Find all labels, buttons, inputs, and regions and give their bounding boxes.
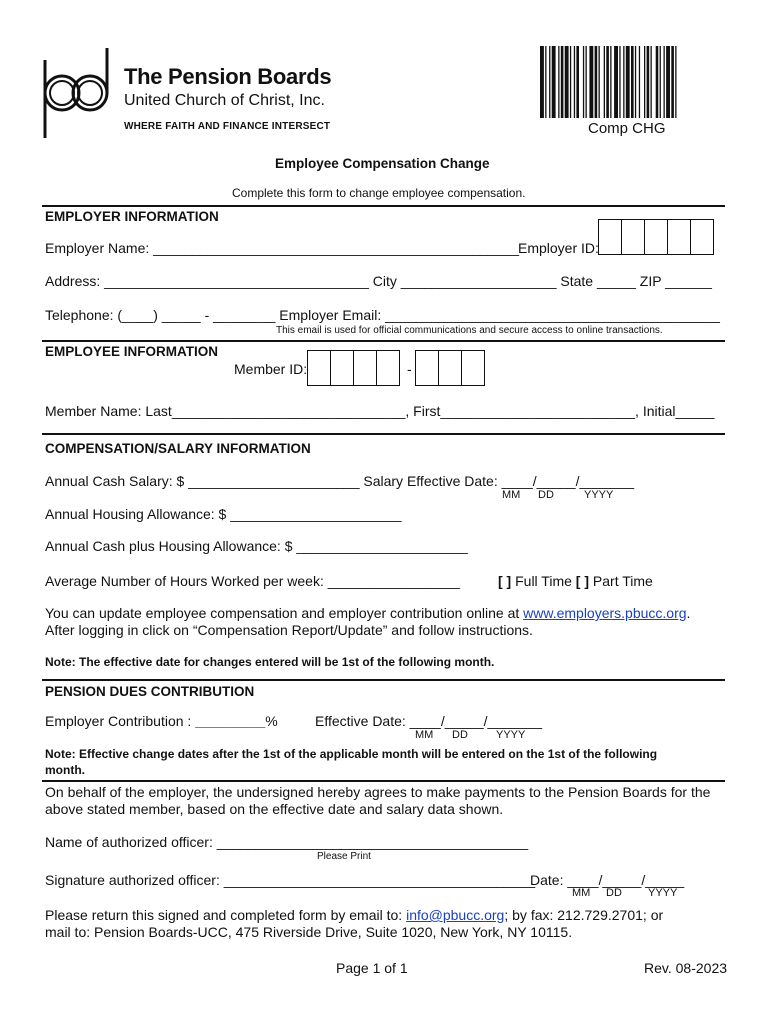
- pension-date-mm: MM: [415, 729, 434, 741]
- date-dd-label: DD: [538, 489, 554, 501]
- return-text-end: ; by fax: 212.729.2701; or: [504, 907, 664, 923]
- member-id-boxes-2[interactable]: [415, 350, 485, 386]
- employer-id-boxes[interactable]: [598, 219, 714, 255]
- logo-tagline: WHERE FAITH AND FINANCE INTERSECT: [124, 121, 331, 132]
- page-subtitle: Complete this form to change employee compensation.: [232, 186, 526, 200]
- email-link[interactable]: info@pbucc.org: [406, 907, 505, 923]
- signature-date-mm: MM: [572, 887, 591, 899]
- cash-plus-housing-field[interactable]: Annual Cash plus Housing Allowance: $ ______________________: [45, 538, 468, 554]
- divider: [42, 780, 725, 782]
- pension-heading: PENSION DUES CONTRIBUTION: [45, 684, 255, 699]
- return-text: Please return this signed and completed form by email to:: [45, 907, 407, 923]
- page-number: Page 1 of 1: [336, 960, 408, 976]
- divider: [42, 433, 725, 435]
- part-time-bracket[interactable]: [ ]: [575, 573, 590, 589]
- pension-note-line1: Note: Effective change dates after the 1st of the applicable month will be entered on the 1st of the following: [45, 747, 658, 761]
- signature-date-dd: DD: [606, 887, 622, 899]
- barcode: [538, 46, 728, 118]
- please-print-label: Please Print: [317, 851, 371, 862]
- officer-name-field[interactable]: Name of authorized officer: ________________________________________: [45, 834, 529, 850]
- barcode-label: Comp CHG: [588, 120, 666, 137]
- member-id-dash: -: [407, 361, 412, 377]
- online-update-text: [45, 605, 690, 621]
- member-name-field[interactable]: Member Name: Last______________________________, First_________________________, Initial_____: [45, 403, 715, 419]
- employer-contribution-field[interactable]: [45, 713, 278, 729]
- contribution-blank[interactable]: _________: [195, 713, 266, 729]
- full-time-label: Full Time: [515, 573, 572, 589]
- employer-name-field[interactable]: Employer Name: _______________________________________________: [45, 240, 520, 256]
- employee-heading: EMPLOYEE INFORMATION: [45, 344, 219, 359]
- online-text: You can update employee compensation and employer contribution online at: [45, 605, 524, 621]
- signature-date-field[interactable]: Date: ____/_____/_____: [530, 872, 685, 888]
- member-id-label: Member ID:: [234, 361, 308, 377]
- divider: [42, 205, 725, 207]
- agreement-line1: On behalf of the employer, the undersigned hereby agrees to make payments to the Pension Boards for the: [45, 784, 711, 800]
- email-note: This email is used for official communications and secure access to online transactions.: [276, 325, 663, 336]
- part-time-label: Part Time: [592, 573, 653, 589]
- pension-boards-logo-mark: [40, 46, 120, 140]
- full-time-checkbox[interactable]: [498, 573, 653, 589]
- pension-date-dd: DD: [452, 729, 468, 741]
- revision-label: Rev. 08-2023: [644, 960, 728, 976]
- agreement-line2: above stated member, based on the effective date and salary data shown.: [45, 801, 504, 817]
- date-yyyy-label: YYYY: [584, 489, 614, 501]
- date-mm-label: MM: [502, 489, 521, 501]
- return-instructions-line1: [45, 907, 663, 923]
- pension-date-yyyy: YYYY: [496, 729, 526, 741]
- logo-title: The Pension Boards: [124, 64, 332, 89]
- percent-sign: %: [265, 713, 278, 729]
- hours-worked-field[interactable]: Average Number of Hours Worked per week: _________________: [45, 573, 461, 589]
- signature-date-yyyy: YYYY: [648, 887, 678, 899]
- page-title: Employee Compensation Change: [275, 156, 490, 171]
- telephone-email-field[interactable]: Telephone: (____) _____ - ________ Employer Email: ___________________________________________: [45, 307, 720, 323]
- divider: [42, 340, 725, 342]
- online-instructions: After logging in click on “Compensation Report/Update” and follow instructions.: [45, 622, 533, 638]
- address-field[interactable]: Address: __________________________________ City ____________________ State _____ ZIP ______: [45, 273, 712, 289]
- employer-heading: EMPLOYER INFORMATION: [45, 209, 219, 224]
- effective-date-note: Note: The effective date for changes entered will be 1st of the following month.: [45, 655, 495, 669]
- member-id-boxes-1[interactable]: [307, 350, 400, 386]
- officer-signature-field[interactable]: Signature authorized officer: ________________________________________: [45, 872, 536, 888]
- online-text-end: .: [686, 605, 691, 621]
- housing-allowance-field[interactable]: Annual Housing Allowance: $ ______________________: [45, 506, 402, 522]
- full-time-bracket: [ ]: [498, 573, 512, 589]
- logo-subtitle: United Church of Christ, Inc.: [124, 92, 325, 109]
- employers-website-link[interactable]: www.employers.pbucc.org: [523, 605, 687, 621]
- annual-salary-field[interactable]: Annual Cash Salary: $ ______________________ Salary Effective Date: ____/_____/_______: [45, 473, 634, 489]
- employer-id-label: Employer ID:: [518, 240, 599, 256]
- divider: [42, 679, 725, 681]
- contribution-label: Employer Contribution :: [45, 713, 196, 729]
- pension-note-line2: month.: [45, 763, 85, 777]
- return-instructions-line2: mail to: Pension Boards-UCC, 475 Riverside Drive, Suite 1020, New York, NY 10115.: [45, 924, 573, 940]
- pension-effective-date-field[interactable]: Effective Date: ____/_____/_______: [315, 713, 543, 729]
- compensation-heading: COMPENSATION/SALARY INFORMATION: [45, 441, 311, 456]
